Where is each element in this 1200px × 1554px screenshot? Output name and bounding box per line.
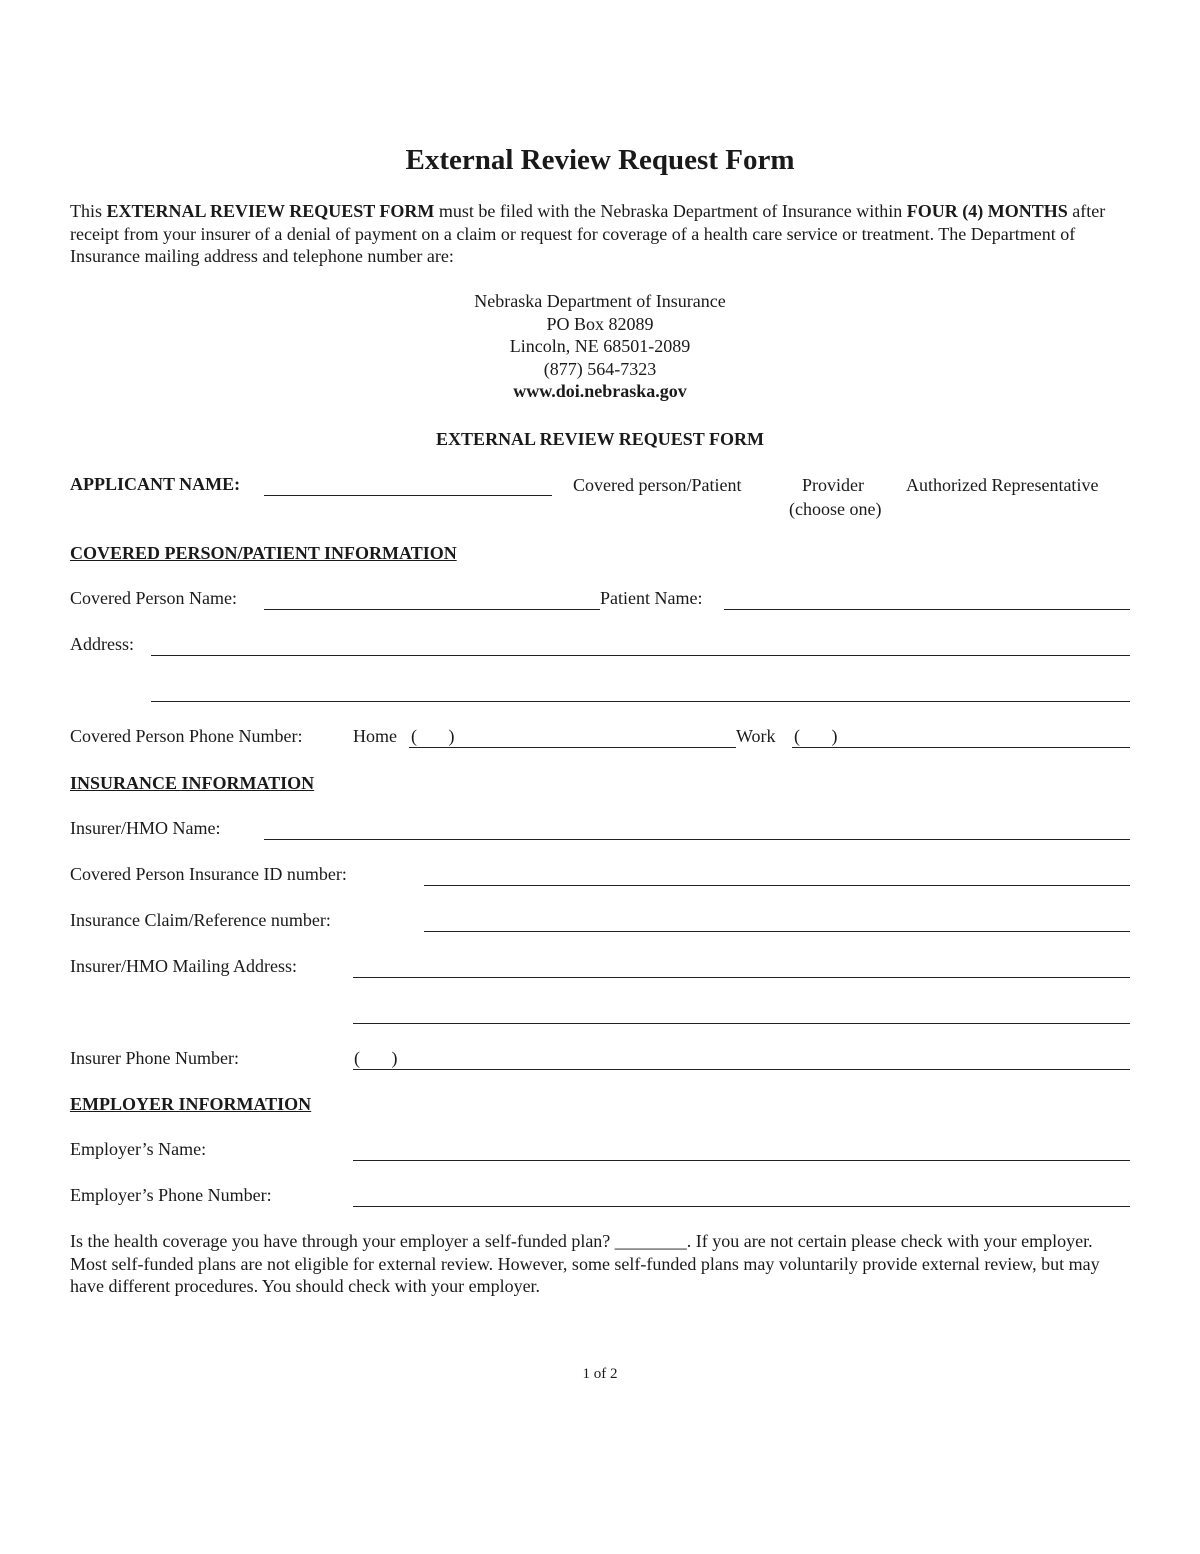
self-funded-paragraph: Is the health coverage you have through your employer a self-funded plan? ________. If you are not certain please check with your employer. Most self-funded plans are not eligible for external review. However, some self-funded plans may voluntarily provide external review, but may have different procedures. You should check with your employer. (70, 1231, 1100, 1296)
intro-text-1: This (70, 201, 107, 221)
intro-text-3: after receipt from your insurer of a denial of payment on a claim or request for coverage of a health care service or treatment. The Department of Insurance mailing address and telephone number are: (70, 201, 1106, 266)
employer-name-field[interactable] (353, 1160, 1130, 1161)
address-phone: (877) 564-7323 (543, 358, 657, 379)
claim-reference-label: Insurance Claim/Reference number: (70, 910, 331, 930)
applicant-name-label: APPLICANT NAME: (70, 474, 241, 494)
option-authorized-representative[interactable]: Authorized Representative (906, 475, 1099, 495)
insurer-phone-field[interactable] (353, 1069, 1130, 1070)
work-phone-label: Work (736, 726, 776, 746)
home-phone-field[interactable] (409, 747, 736, 748)
intro-paragraph (70, 200, 1132, 268)
form-subtitle: EXTERNAL REVIEW REQUEST FORM (436, 429, 764, 449)
work-area-code: ( ) (794, 726, 838, 746)
address-line-3: Lincoln, NE 68501-2089 (509, 336, 691, 356)
claim-reference-field[interactable] (424, 931, 1130, 932)
home-area-code: ( ) (411, 726, 455, 746)
section-heading-patient: COVERED PERSON/PATIENT INFORMATION (70, 543, 457, 563)
work-phone-field[interactable] (792, 747, 1130, 748)
employer-name-label: Employer’s Name: (70, 1139, 207, 1159)
home-phone-label: Home (353, 726, 397, 746)
insurer-name-label: Insurer/HMO Name: (70, 818, 221, 838)
address-website: www.doi.nebraska.gov (513, 381, 687, 401)
page-number: 1 of 2 (582, 1366, 618, 1382)
address-field-line-1[interactable] (151, 655, 1130, 656)
insurer-mailing-address-line-2[interactable] (353, 1023, 1130, 1024)
insurer-mailing-address-label: Insurer/HMO Mailing Address: (70, 956, 297, 976)
intro-bold-form-name: EXTERNAL REVIEW REQUEST FORM (106, 201, 435, 221)
insurance-id-label: Covered Person Insurance ID number: (70, 864, 347, 884)
page-title: External Review Request Form (405, 144, 795, 176)
covered-person-phone-label: Covered Person Phone Number: (70, 726, 303, 746)
intro-bold-deadline: FOUR (4) MONTHS (906, 201, 1068, 221)
address-label: Address: (70, 634, 134, 654)
insurer-area-code: ( ) (354, 1048, 398, 1068)
section-heading-insurance: INSURANCE INFORMATION (70, 773, 315, 793)
address-line-1: Nebraska Department of Insurance (474, 291, 726, 311)
insurer-mailing-address-line-1[interactable] (353, 977, 1130, 978)
option-provider[interactable]: Provider (802, 475, 864, 495)
applicant-name-field[interactable] (264, 495, 552, 496)
covered-person-name-field[interactable] (264, 609, 600, 610)
option-covered-person[interactable]: Covered person/Patient (573, 475, 742, 495)
intro-text-2: must be filed with the Nebraska Department of Insurance within (434, 201, 907, 221)
choose-one-note: (choose one) (789, 499, 882, 519)
covered-person-name-label: Covered Person Name: (70, 588, 237, 608)
employer-phone-label: Employer’s Phone Number: (70, 1185, 272, 1205)
insurer-phone-label: Insurer Phone Number: (70, 1048, 239, 1068)
address-field-line-2[interactable] (151, 701, 1130, 702)
employer-phone-field[interactable] (353, 1206, 1130, 1207)
patient-name-label: Patient Name: (600, 588, 703, 608)
section-heading-employer: EMPLOYER INFORMATION (70, 1094, 312, 1114)
insurance-id-field[interactable] (424, 885, 1130, 886)
patient-name-field[interactable] (724, 609, 1130, 610)
insurer-name-field[interactable] (264, 839, 1130, 840)
address-line-2: PO Box 82089 (546, 313, 654, 334)
department-address (0, 290, 1200, 403)
